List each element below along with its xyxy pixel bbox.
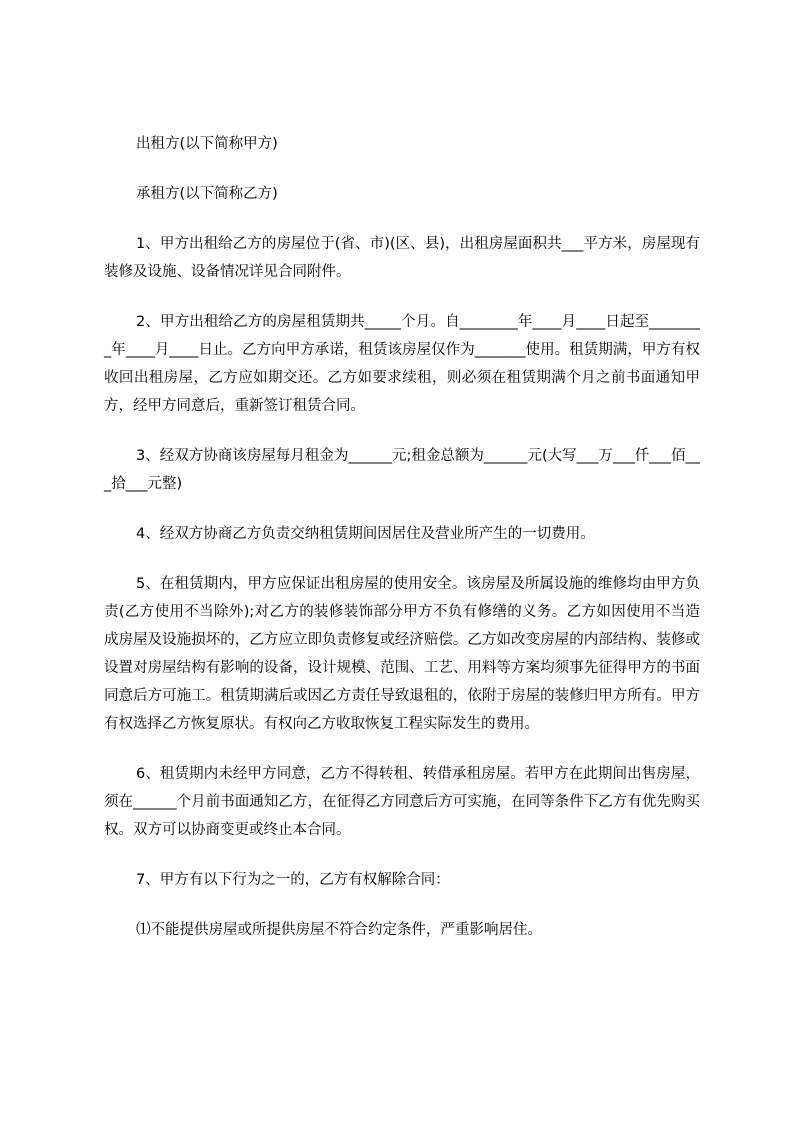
clause-5: 5、在租赁期内，甲方应保证出租房屋的使用安全。该房屋及所属设施的维修均由甲方负责(乙方使用不当除外);对乙方的装修装饰部分甲方不负有修缮的义务。乙方如因使用不当造成房屋及设施损坏的，乙方应立即负责修复或经济赔偿。乙方如改变房屋的内部结构、装修或设置对房屋结构有影响的设备，设计规模、范围、工艺、用料等方案均须事先征得甲方的书面同意后方可施工。租赁期满后或因乙方责任导致退租的，依附于房屋的装修归甲方所有。甲方有权选择乙方恢复原状。有权向乙方收取恢复工程实际发生的费用。 — [104, 576, 700, 732]
lessee-line: 承租方(以下简称乙方) — [136, 186, 278, 202]
clause-3: 3、经双方协商该房屋每月租金为______元;租金总额为______元(大写___万___仟___佰___拾___元整) — [104, 448, 700, 492]
lessor-line: 出租方(以下简称甲方) — [136, 136, 278, 152]
clause-4: 4、经双方协商乙方负责交纳租赁期间因居住及营业所产生的一切费用。 — [136, 526, 595, 542]
document-body — [104, 130, 700, 966]
clause-7: 7、甲方有以下行为之一的，乙方有权解除合同： — [136, 872, 450, 888]
clause-7-item-1: ⑴不能提供房屋或所提供房屋不符合约定条件，严重影响居住。 — [136, 922, 542, 938]
clause-6: 6、租赁期内未经甲方同意，乙方不得转租、转借承租房屋。若甲方在此期间出售房屋，须在______个月前书面通知乙方，在征得乙方同意后方可实施，在同等条件下乙方有优先购买权。双方可以协商变更或终止本合同。 — [104, 766, 700, 838]
clause-2: 2、甲方出租给乙方的房屋租赁期共_____个月。自________年____月____日起至________年____月____日止。乙方向甲方承诺，租赁该房屋仅作为_______使用。租赁期满，甲方有权收回出租房屋，乙方应如期交还。乙方如要求续租，则必须在租赁期满个月之前书面通知甲方，经甲方同意后，重新签订租赁合同。 — [104, 314, 700, 414]
clause-1: 1、甲方出租给乙方的房屋位于(省、市)(区、县)，出租房屋面积共___平方米，房屋现有装修及设施、设备情况详见合同附件。 — [104, 236, 700, 280]
